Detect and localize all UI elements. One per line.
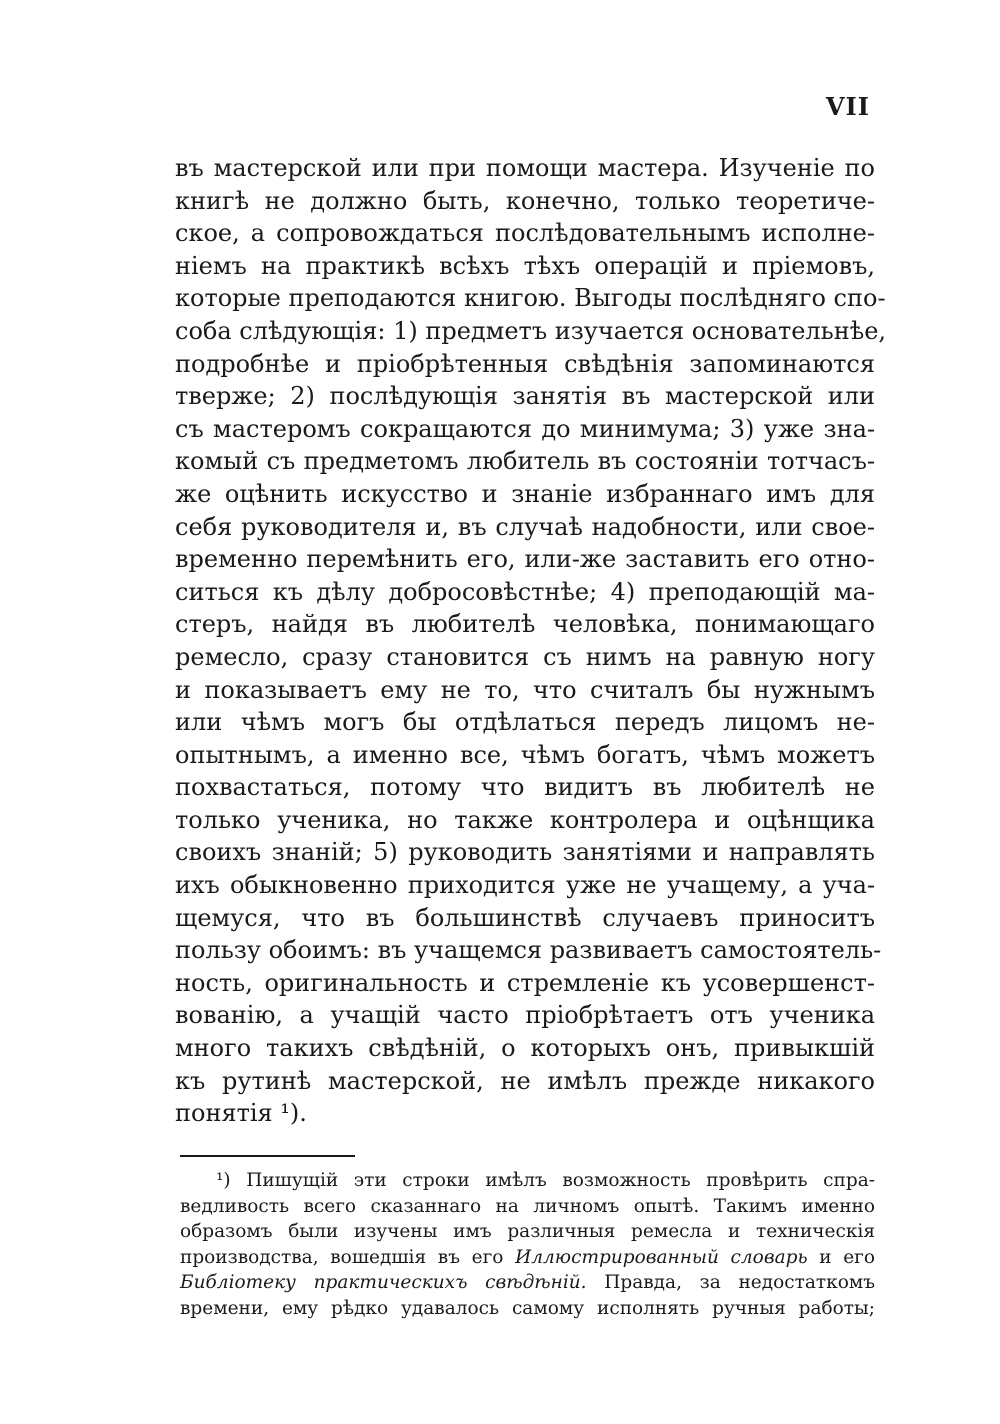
text-line: же оцѣнить искусство и знаніе избраннаго имъ для: [175, 479, 875, 508]
footnote-line: [180, 1194, 875, 1220]
body-paragraph: [175, 152, 887, 1130]
text-line: своихъ знаній; 5) руководить занятіями и направлять: [175, 838, 875, 867]
footnote-text: Правда, за недостаткомъ: [586, 1272, 875, 1293]
text-line: которые преподаются книгою. Выгоды послѣдняго спо-: [175, 284, 886, 313]
text-line: пользу обоимъ: въ учащемся развиваетъ самостоятель-: [175, 936, 882, 965]
page-number: VII: [825, 92, 870, 121]
footnote-line: [180, 1245, 875, 1271]
footnote-divider: [180, 1155, 355, 1157]
text-line: тверже; 2) послѣдующія занятія въ мастерской или: [175, 382, 875, 411]
text-line: ніемъ на практикѣ всѣхъ тѣхъ операцій и пріемовъ,: [175, 251, 875, 280]
footnote: [180, 1168, 875, 1321]
text-line: ситься къ дѣлу добросовѣстнѣе; 4) преподающій ма-: [175, 577, 875, 606]
text-line: ское, а сопровождаться послѣдовательнымъ исполне-: [175, 219, 875, 248]
footnote-italic: Библіотеку практическихъ свѣдѣній.: [180, 1272, 587, 1293]
text-line: ихъ обыкновенно приходится уже не учащему, а уча-: [175, 871, 875, 900]
text-line: вованію, а учащій часто пріобрѣтаетъ отъ ученика: [175, 1001, 875, 1030]
text-line: подробнѣе и пріобрѣтенныя свѣдѣнія запоминаются: [175, 349, 875, 378]
text-line: опытнымъ, а именно все, чѣмъ богатъ, чѣмъ можетъ: [175, 740, 875, 769]
text-line: себя руководителя и, въ случаѣ надобности, или свое-: [175, 512, 875, 541]
text-line: ность, оригинальность и стремленіе къ усовершенст-: [175, 968, 875, 997]
footnote-text: ведливость всего сказаннаго на личномъ опытѣ. Такимъ именно: [180, 1195, 875, 1217]
footnote-text: образомъ были изучены имъ различныя ремесла и техническія: [180, 1221, 875, 1242]
text-line: съ мастеромъ сокращаются до минимума; 3) уже зна-: [175, 414, 875, 443]
text-line: временно перемѣнить его, или-же заставить его отно-: [175, 545, 875, 574]
footnote-line: [180, 1270, 875, 1296]
text-line: или чѣмъ могъ бы отдѣлаться передъ лицомъ не-: [175, 708, 875, 737]
text-line: понятія ¹).: [175, 1099, 307, 1128]
text-line: книгѣ не должно быть, конечно, только теоретиче-: [175, 186, 875, 215]
footnote-line: [180, 1219, 875, 1245]
text-line: соба слѣдующія: 1) предметъ изучается основательнѣе,: [175, 316, 887, 345]
footnote-italic: Иллюстрированный словарь: [515, 1246, 808, 1268]
footnote-text: и его: [807, 1246, 875, 1268]
footnote-text: ¹) Пишущій эти строки имѣлъ возможность провѣрить спра-: [216, 1170, 875, 1191]
text-line: ремесло, сразу становится съ нимъ на равную ногу: [175, 642, 875, 671]
text-line: щемуся, что въ большинствѣ случаевъ приноситъ: [175, 903, 875, 932]
footnote-line: [180, 1296, 875, 1322]
footnote-line: [180, 1168, 875, 1194]
footnote-text: производства, вошедшія въ его: [180, 1246, 516, 1268]
text-line: къ рутинѣ мастерской, не имѣлъ прежде никакого: [175, 1066, 875, 1095]
text-line: похвастаться, потому что видитъ въ любителѣ не: [175, 773, 875, 802]
footnote-text: времени, ему рѣдко удавалось самому исполнять ручныя работы;: [180, 1297, 875, 1319]
text-line: и показываетъ ему не то, что считалъ бы нужнымъ: [175, 675, 875, 704]
text-line: только ученика, но также контролера и оцѣнщика: [175, 805, 875, 834]
text-line: много такихъ свѣдѣній, о которыхъ онъ, привыкшій: [175, 1034, 875, 1063]
text-line: комый съ предметомъ любитель въ состояніи тотчасъ-: [175, 447, 875, 476]
text-line: въ мастерской или при помощи мастера. Изученіе по: [175, 154, 875, 182]
text-line: стеръ, найдя въ любителѣ человѣка, понимающаго: [175, 610, 875, 639]
